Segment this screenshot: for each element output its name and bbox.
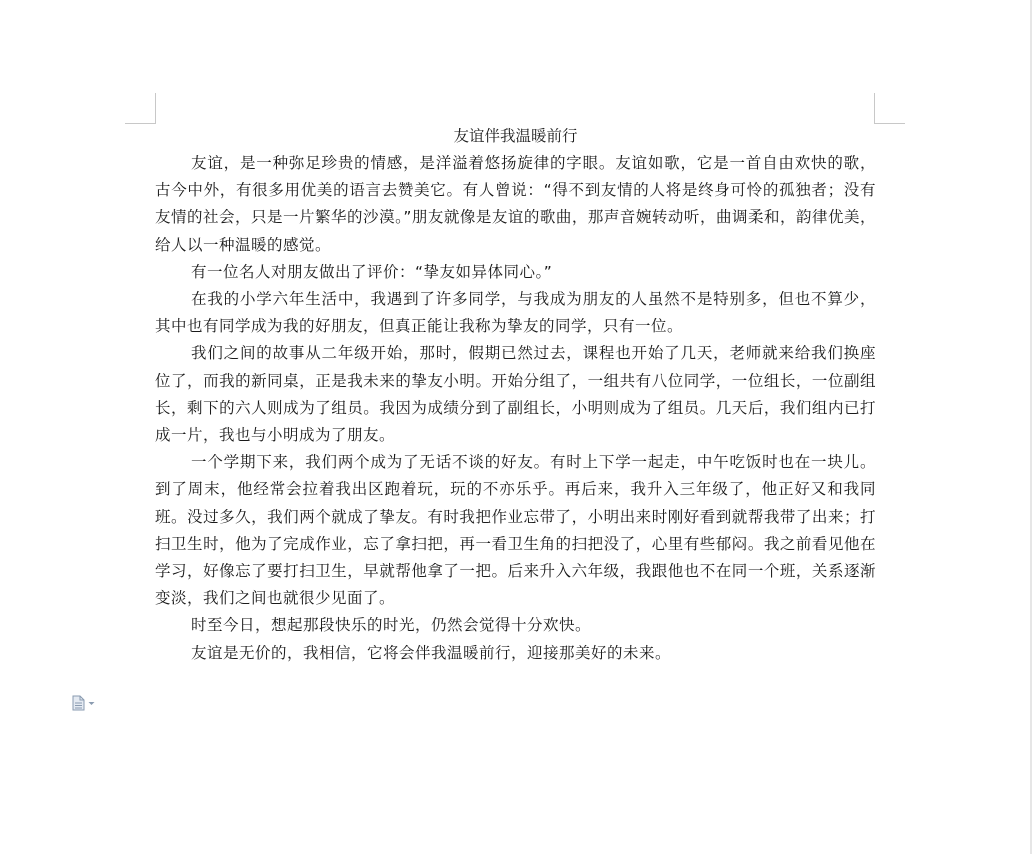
paragraph-3: 在我的小学六年生活中，我遇到了许多同学，与我成为朋友的人虽然不是特别多，但也不算少，其中也有同学成为我的好朋友，但真正能让我称为挚友的同学，只有一位。 bbox=[155, 290, 876, 336]
paragraph-1: 友谊，是一种弥足珍贵的情感，是洋溢着悠扬旋律的字眼。友谊如歌，它是一首自由欢快的歌，古今中外，有很多用优美的语言去赞美它。有人曾说：“得不到友情的人将是终身可怜的孤独者；没有友情的社会，只是一片繁华的沙漠。”朋友就像是友谊的歌曲，那声音婉转动听，曲调柔和，韵律优美，给人以一种温暖的感觉。 bbox=[155, 154, 876, 254]
paragraph-6: 时至今日，想起那段快乐的时光，仍然会觉得十分欢快。 bbox=[191, 616, 592, 635]
paste-options-icon bbox=[72, 695, 85, 711]
document-body[interactable] bbox=[155, 123, 876, 667]
paragraph-5: 一个学期下来，我们两个成为了无话不谈的好友。有时上下学一起走，中午吃饭时也在一块儿。到了周末，他经常会拉着我出区跑着玩，玩的不亦乐乎。再后来，我升入三年级了，他正好又和我同班。没过多久，我们两个就成了挚友。有时我把作业忘带了，小明出来时刚好看到就帮我带了出来；打扫卫生时，他为了完成作业，忘了拿扫把，再一看卫生角的扫把没了，心里有些郁闷。我之前看见他在学习，好像忘了要打扫卫生，早就帮他拿了一把。后来升入六年级，我跟他也不在同一个班，关系逐渐变淡，我们之间也就很少见面了。 bbox=[155, 453, 876, 608]
paragraph-4: 我们之间的故事从二年级开始，那时，假期已然过去，课程也开始了几天，老师就来给我们换座位了，而我的新同桌，正是我未来的挚友小明。开始分组了，一组共有八位同学，一位组长，一位副组长，剩下的六人则成为了组员。我因为成绩分到了副组长，小明则成为了组员。几天后，我们组内已打成一片，我也与小明成为了朋友。 bbox=[155, 344, 876, 445]
top-right-margin-mark bbox=[874, 93, 905, 124]
chevron-down-icon[interactable] bbox=[88, 701, 95, 706]
paragraph-7: 友谊是无价的，我相信，它将会伴我温暖前行，迎接那美好的未来。 bbox=[191, 643, 672, 662]
paste-options-button[interactable] bbox=[72, 695, 95, 711]
paragraph-2: 有一位名人对朋友做出了评价：“挚友如异体同心。” bbox=[191, 262, 553, 281]
top-left-margin-mark bbox=[125, 93, 156, 124]
document-title: 友谊伴我温暖前行 bbox=[453, 127, 578, 145]
